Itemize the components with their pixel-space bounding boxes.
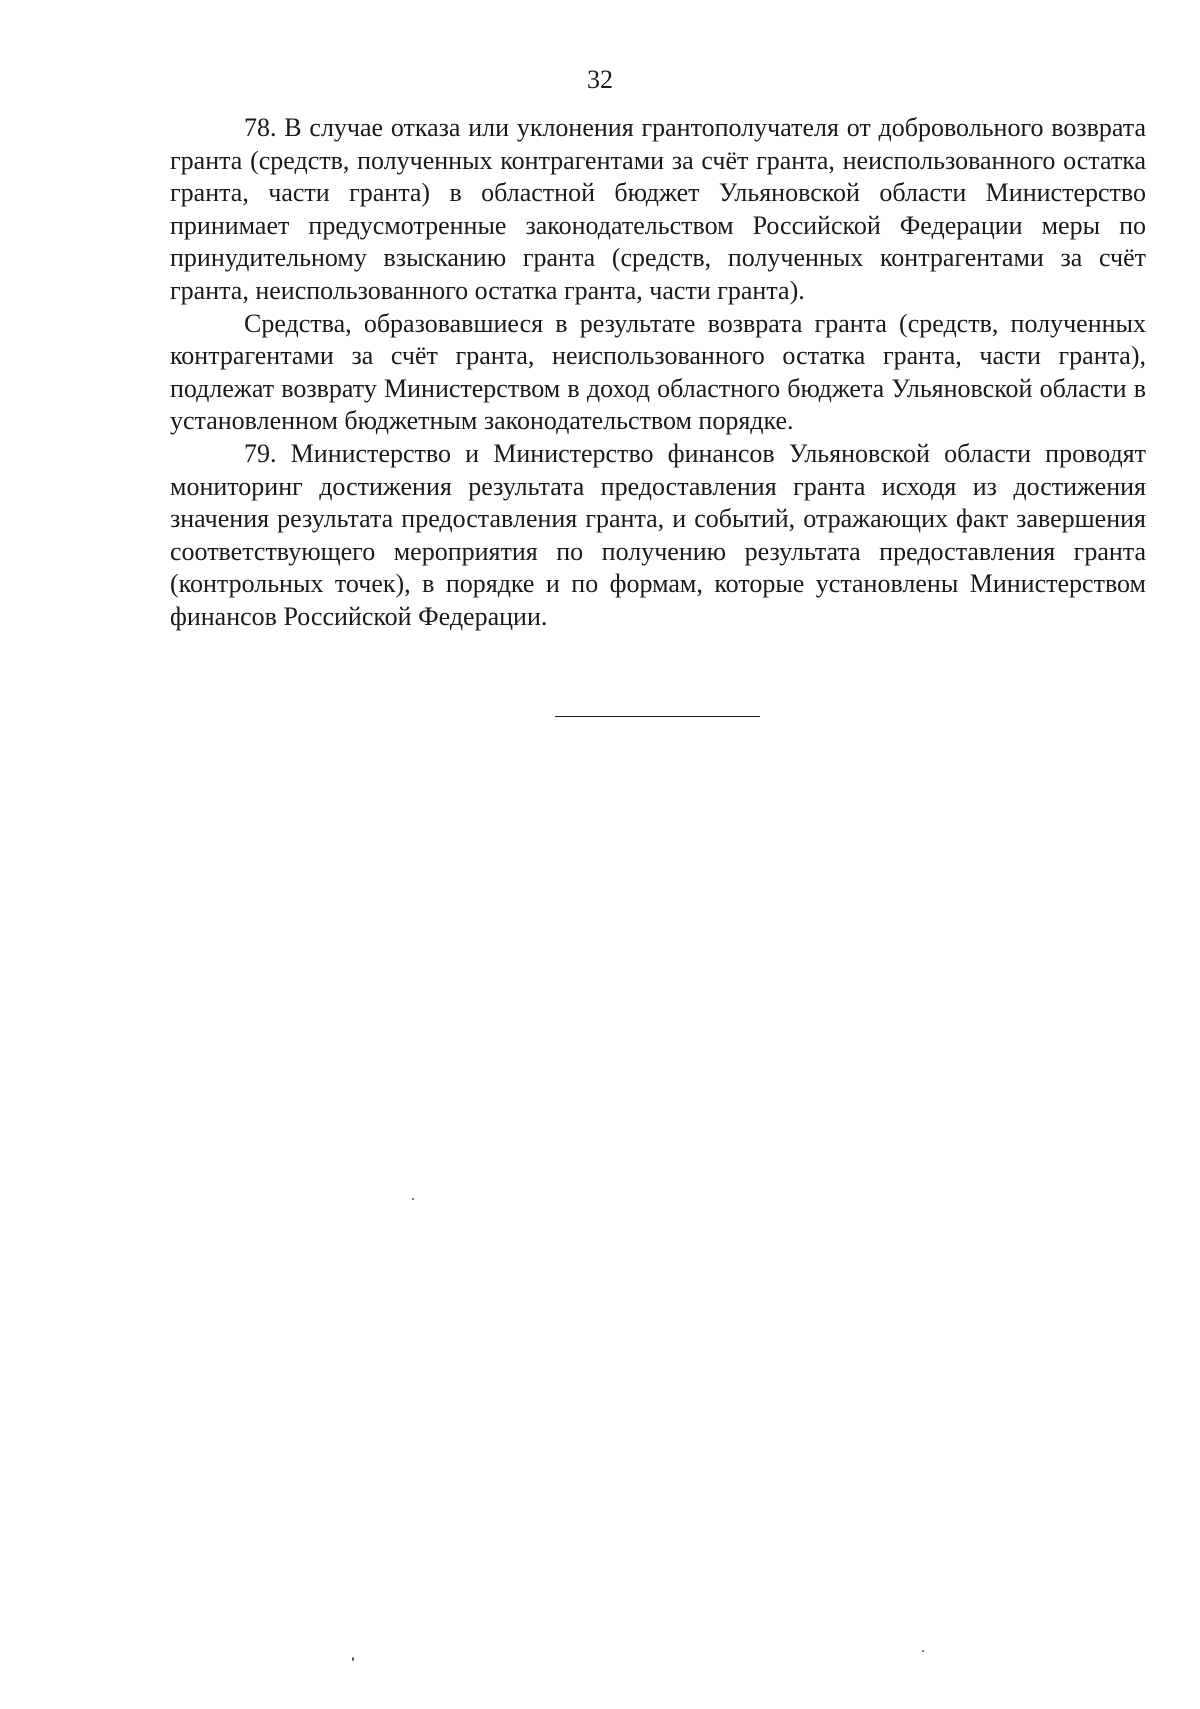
- end-separator-line: [555, 716, 760, 717]
- paragraph-79: 79. Министерство и Министерство финансов Ульяновской области проводят мониторинг достижения результата предоставления гранта исходя из достижения значения результата предоставления гранта, и событий, отражающих факт завершения соответствующего мероприятия по получению результата предоставления гранта (контрольных точек), в порядке и по формам, которые установлены Министерством финансов Российской Федерации.: [170, 438, 1146, 631]
- paragraph-78: 78. В случае отказа или уклонения грантополучателя от добровольного возврата гранта (средств, полученных контрагентами за счёт гранта, неиспользованного остатка гранта, части гранта) в областной бюджет Ульяновской области Министерство принимает предусмотренные законодательством Российской Федерации меры по принудительному взысканию гранта (средств, полученных контрагентами за счёт гранта, неиспользованного остатка гранта, части гранта).: [170, 113, 1146, 305]
- scan-speck: [352, 1657, 354, 1661]
- scan-speck: [922, 1650, 924, 1652]
- scan-speck: [412, 1198, 414, 1200]
- page-number: 32: [587, 65, 613, 94]
- document-body: [170, 112, 1146, 634]
- paragraph-funds-return: Средства, образовавшиеся в результате возврата гранта (средств, полученных контрагентами за счёт гранта, неиспользованного остатка гранта, части гранта), подлежат возврату Министерством в доход областного бюджета Ульяновской области в установленном бюджетным законодательством порядке.: [170, 308, 1146, 436]
